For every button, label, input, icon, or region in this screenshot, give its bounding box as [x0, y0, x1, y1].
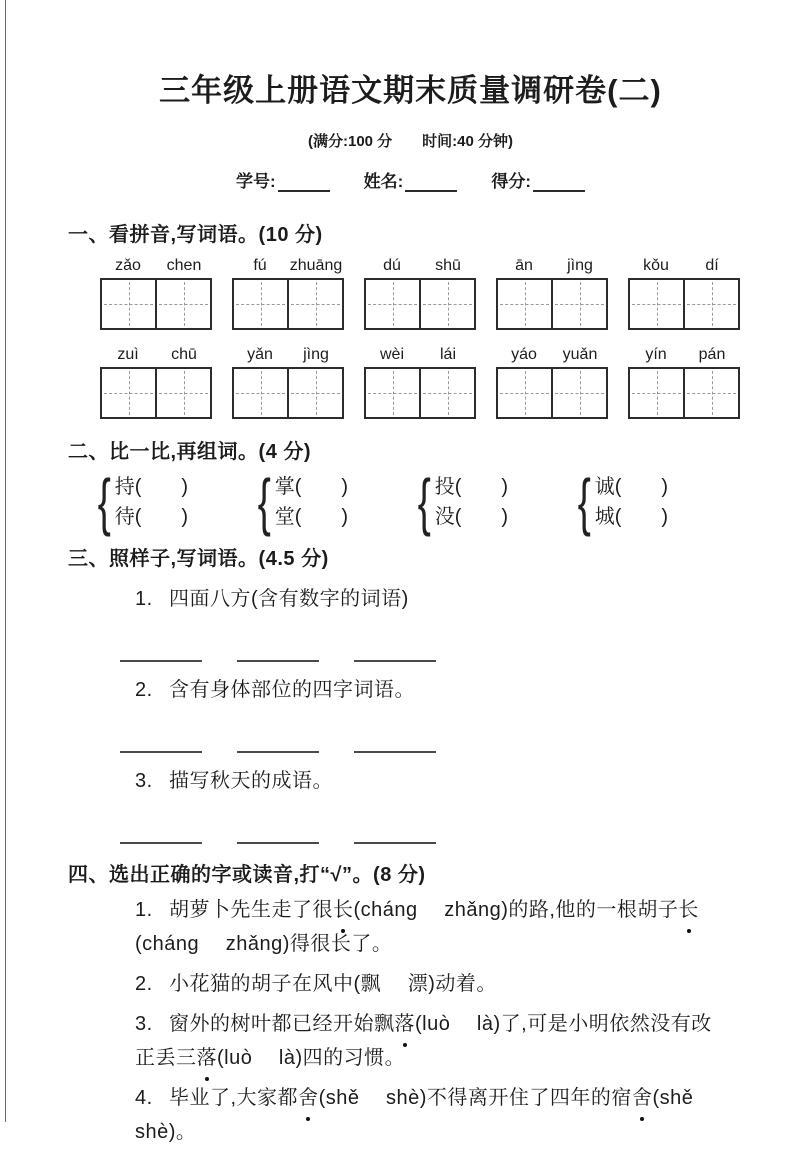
- pair-column: [595, 472, 668, 532]
- answer-blank-line: [120, 745, 202, 753]
- pair-bottom-line: [435, 502, 508, 532]
- compare-words-block: [95, 466, 753, 537]
- writing-grid-box: [100, 278, 212, 330]
- pair-bottom-line: [115, 502, 188, 532]
- word-pair-group: [255, 466, 415, 537]
- grid-cell: [685, 369, 738, 417]
- answer-blank-line: [354, 745, 436, 753]
- pinyin-word-unit: [496, 257, 608, 330]
- section-four-heading: 四、选出正确的字或读音,打“√”。(8 分): [68, 864, 426, 886]
- pinyin-label: [364, 257, 476, 275]
- pair-char: 城: [594, 506, 615, 528]
- item-number: 3.: [135, 1013, 153, 1035]
- pair-top-line: [435, 472, 508, 502]
- pinyin-word-unit: [496, 346, 608, 419]
- pair-char: 没: [434, 506, 455, 528]
- pinyin-syllable: yuǎn: [562, 346, 598, 363]
- sentence-text: 毕业了,大家都: [169, 1087, 299, 1109]
- pinyin-syllable: chen: [166, 257, 202, 274]
- grid-cell: [366, 369, 421, 417]
- pinyin-grid-row-2: [100, 346, 753, 419]
- emphasized-char: 落: [395, 1007, 416, 1041]
- pinyin-syllable: zhuāng: [289, 257, 343, 274]
- sentence-text: (shě shè)不得离开住了四年的宿: [318, 1087, 632, 1109]
- pair-blank: ( ): [134, 476, 189, 498]
- pinyin-label: [628, 346, 740, 364]
- score-blank: [533, 174, 585, 192]
- answer-blanks-row: [120, 654, 753, 662]
- score-label: 得分:: [491, 172, 531, 191]
- pinyin-syllable: jìng: [567, 257, 593, 274]
- pinyin-syllable: shū: [435, 257, 461, 274]
- sentence-text: (cháng zhǎng)的路,他的一根胡子: [353, 899, 679, 921]
- page-title: 三年级上册语文期末质量调研卷(二): [159, 73, 662, 108]
- answer-blank-line: [237, 745, 319, 753]
- student-id-blank: [278, 174, 330, 192]
- pinyin-syllable: yǎn: [247, 346, 273, 363]
- grid-cell: [102, 280, 157, 328]
- pair-char: 持: [114, 476, 135, 498]
- writing-grid-box: [628, 367, 740, 419]
- pair-bottom-line: [595, 502, 668, 532]
- grid-cell: [630, 369, 685, 417]
- grid-cell: [421, 280, 474, 328]
- student-info-row: [68, 167, 753, 192]
- grid-cell: [289, 280, 342, 328]
- pinyin-syllable: jìng: [303, 346, 329, 363]
- scan-edge-line: [5, 0, 6, 1122]
- pinyin-syllable: yáo: [511, 346, 537, 363]
- pinyin-word-unit: [100, 257, 212, 330]
- pair-blank: ( ): [454, 506, 509, 528]
- pinyin-word-unit: [232, 257, 344, 330]
- pair-char: 待: [114, 506, 135, 528]
- item-text: 含有身体部位的四字词语。: [169, 679, 415, 701]
- left-brace-icon: {: [417, 466, 431, 537]
- item-number: 2.: [135, 679, 153, 701]
- pinyin-syllable: ān: [515, 257, 533, 274]
- student-id-field: [236, 167, 330, 192]
- pattern-item-1: [135, 583, 753, 616]
- answer-blanks-row: [120, 745, 753, 753]
- pinyin-word-unit: [628, 257, 740, 330]
- writing-grid-box: [232, 278, 344, 330]
- grid-cell: [366, 280, 421, 328]
- pinyin-syllable: zuì: [117, 346, 139, 363]
- pair-char: 堂: [274, 506, 295, 528]
- writing-grid-box: [364, 367, 476, 419]
- item-number: 2.: [135, 973, 153, 995]
- writing-grid-box: [496, 278, 608, 330]
- emphasized-char: 长: [333, 893, 354, 927]
- pinyin-syllable: chū: [171, 346, 197, 363]
- grid-cell: [234, 369, 289, 417]
- pinyin-label: [496, 257, 608, 275]
- pinyin-syllable: yín: [645, 346, 667, 363]
- writing-grid-box: [364, 278, 476, 330]
- name-label: 姓名:: [363, 172, 404, 191]
- item-number: 4.: [135, 1087, 153, 1109]
- item-text: 描写秋天的成语。: [169, 770, 333, 792]
- pair-top-line: [115, 472, 188, 502]
- emphasized-char: 落: [197, 1041, 218, 1075]
- emphasized-char: 舍: [298, 1081, 319, 1115]
- sentence-text: 正丢三: [135, 1047, 197, 1069]
- pair-blank: ( ): [294, 506, 349, 528]
- item-number: 3.: [135, 770, 153, 792]
- pinyin-syllable: dú: [383, 257, 401, 274]
- pinyin-syllable: dí: [705, 257, 719, 274]
- grid-cell: [102, 369, 157, 417]
- pinyin-label: [100, 346, 212, 364]
- pair-top-line: [275, 472, 348, 502]
- grid-cell: [553, 369, 606, 417]
- left-brace-icon: {: [257, 466, 271, 537]
- pinyin-label: [364, 346, 476, 364]
- grid-cell: [498, 369, 553, 417]
- pinyin-word-unit: [364, 346, 476, 419]
- pair-top-line: [595, 472, 668, 502]
- writing-grid-box: [628, 278, 740, 330]
- answer-blank-line: [120, 654, 202, 662]
- sentence-text: 窗外的树叶都已经开始飘: [169, 1013, 395, 1035]
- item-text: 四面八方(含有数字的词语): [169, 588, 409, 610]
- word-pair-group: [95, 466, 255, 537]
- writing-grid-box: [100, 367, 212, 419]
- pinyin-word-unit: [232, 346, 344, 419]
- grid-cell: [421, 369, 474, 417]
- pinyin-syllable: kǒu: [643, 257, 669, 274]
- grid-cell: [157, 280, 210, 328]
- answer-blanks-row: [120, 836, 753, 844]
- grid-cell: [685, 280, 738, 328]
- sentence-item-2: [135, 967, 753, 1001]
- pair-blank: ( ): [614, 476, 669, 498]
- grid-cell: [289, 369, 342, 417]
- section-one-heading: 一、看拼音,写词语。(10 分): [68, 224, 323, 246]
- sentence-text: (luò là)四的习惯。: [217, 1047, 406, 1069]
- pair-blank: ( ): [134, 506, 189, 528]
- answer-blank-line: [237, 836, 319, 844]
- left-brace-icon: {: [577, 466, 591, 537]
- pair-char: 掌: [274, 476, 295, 498]
- pair-column: [435, 472, 508, 532]
- pair-column: [275, 472, 348, 532]
- pair-bottom-line: [275, 502, 348, 532]
- writing-grid-box: [232, 367, 344, 419]
- word-pair-group: [415, 466, 575, 537]
- pinyin-label: [232, 257, 344, 275]
- sentence-item-3: [135, 1007, 753, 1075]
- pair-blank: ( ): [454, 476, 509, 498]
- answer-blank-line: [354, 836, 436, 844]
- name-field: [364, 167, 458, 192]
- emphasized-char: 舍: [632, 1081, 653, 1115]
- answer-blank-line: [120, 836, 202, 844]
- grid-cell: [553, 280, 606, 328]
- item-number: 1.: [135, 899, 153, 921]
- pair-blank: ( ): [294, 476, 349, 498]
- pinyin-word-unit: [364, 257, 476, 330]
- pattern-item-3: [135, 765, 753, 798]
- sentence-text: (cháng zhǎng)得很长了。: [135, 933, 393, 955]
- emphasized-char: 长: [678, 893, 699, 927]
- grid-cell: [630, 280, 685, 328]
- sentence-text: (shě: [652, 1087, 694, 1109]
- grid-cell: [234, 280, 289, 328]
- answer-blank-line: [354, 654, 436, 662]
- section-two-heading: 二、比一比,再组词。(4 分): [68, 441, 312, 463]
- pair-char: 诚: [594, 476, 615, 498]
- grid-cell: [498, 280, 553, 328]
- pinyin-syllable: lái: [439, 346, 456, 363]
- score-field: [491, 167, 585, 192]
- writing-grid-box: [496, 367, 608, 419]
- sentence-item-4: [135, 1081, 753, 1149]
- section-three-heading: 三、照样子,写词语。(4.5 分): [68, 548, 329, 570]
- pair-blank: ( ): [614, 506, 669, 528]
- pair-char: 投: [434, 476, 455, 498]
- item-number: 1.: [135, 588, 153, 610]
- word-pair-group: [575, 466, 705, 537]
- pinyin-word-unit: [628, 346, 740, 419]
- name-blank: [405, 174, 457, 192]
- pinyin-grid-row-1: [100, 257, 753, 330]
- student-id-label: 学号:: [235, 172, 276, 191]
- sentence-text: 胡萝卜先生走了很: [169, 899, 333, 921]
- exam-subtitle: (满分:100 分 时间:40 分钟): [307, 133, 514, 150]
- pinyin-syllable: zǎo: [115, 257, 141, 274]
- pattern-item-2: [135, 674, 753, 707]
- pinyin-word-unit: [100, 346, 212, 419]
- sentence-text: (luò là)了,可是小明依然没有改: [415, 1013, 712, 1035]
- answer-blank-line: [237, 654, 319, 662]
- pinyin-syllable: wèi: [379, 346, 404, 363]
- pinyin-label: [100, 257, 212, 275]
- left-brace-icon: {: [97, 466, 111, 537]
- sentence-item-1: [135, 893, 753, 961]
- pinyin-label: [496, 346, 608, 364]
- sentence-text: 小花猫的胡子在风中(飘 漂)动着。: [169, 973, 497, 995]
- pinyin-label: [628, 257, 740, 275]
- pinyin-syllable: pán: [698, 346, 726, 363]
- pinyin-label: [232, 346, 344, 364]
- grid-cell: [157, 369, 210, 417]
- pinyin-syllable: fú: [253, 257, 267, 274]
- pair-column: [115, 472, 188, 532]
- sentence-text: shè)。: [135, 1121, 197, 1143]
